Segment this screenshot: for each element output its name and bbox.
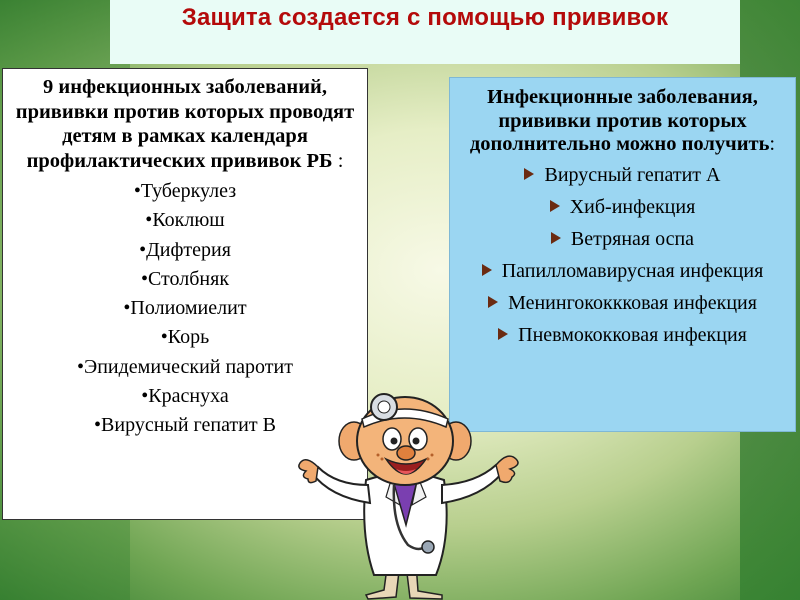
list-item [450, 323, 795, 347]
schedule-heading-suffix: : [332, 149, 344, 172]
additional-heading-suffix: : [769, 133, 776, 155]
schedule-heading-text: 9 инфекционных заболеваний, прививки против которых проводят детям в рамках календаря профилактических прививок РБ [15, 76, 355, 172]
title-box [110, 0, 740, 64]
list-item: • Туберкулез [3, 177, 367, 206]
list-item-label: Хиб-инфекция [569, 195, 696, 218]
list-item: • Вирусный гепатит В [3, 411, 367, 440]
additional-heading [456, 86, 789, 157]
additional-vaccinations-box [449, 77, 796, 432]
additional-heading-text: Инфекционные заболевания, прививки против которых дополнительно можно получить [469, 86, 770, 155]
list-item-label: Папилломавирусная инфекция [501, 259, 764, 282]
list-item: • Краснуха [3, 382, 367, 411]
list-item [450, 195, 795, 219]
additional-disease-list [450, 163, 795, 347]
list-item: • Корь [3, 323, 367, 352]
list-item-label: Пневмококковая инфекция [518, 323, 747, 346]
triangle-bullet-icon [482, 264, 492, 276]
schedule-heading [11, 75, 359, 173]
list-item: • Дифтерия [3, 236, 367, 265]
list-item-label: Ветряная оспа [570, 227, 695, 250]
list-item-label: Менингококкковая инфекция [508, 291, 757, 314]
cartoon-doctor-icon [296, 385, 541, 600]
list-item [450, 259, 795, 283]
triangle-bullet-icon [551, 232, 561, 244]
list-item: • Эпидемический паротит [3, 353, 367, 382]
list-item [450, 163, 795, 187]
triangle-bullet-icon [488, 296, 498, 308]
list-item: • Коклюш [3, 206, 367, 235]
triangle-bullet-icon [550, 200, 560, 212]
list-item-label: Вирусный гепатит А [544, 163, 721, 186]
slide-title: Защита создается с помощью прививок [181, 4, 669, 31]
list-item [450, 227, 795, 251]
triangle-bullet-icon [498, 328, 508, 340]
list-item: • Полиомиелит [3, 294, 367, 323]
list-item [450, 291, 795, 315]
list-item: • Столбняк [3, 265, 367, 294]
triangle-bullet-icon [524, 168, 534, 180]
